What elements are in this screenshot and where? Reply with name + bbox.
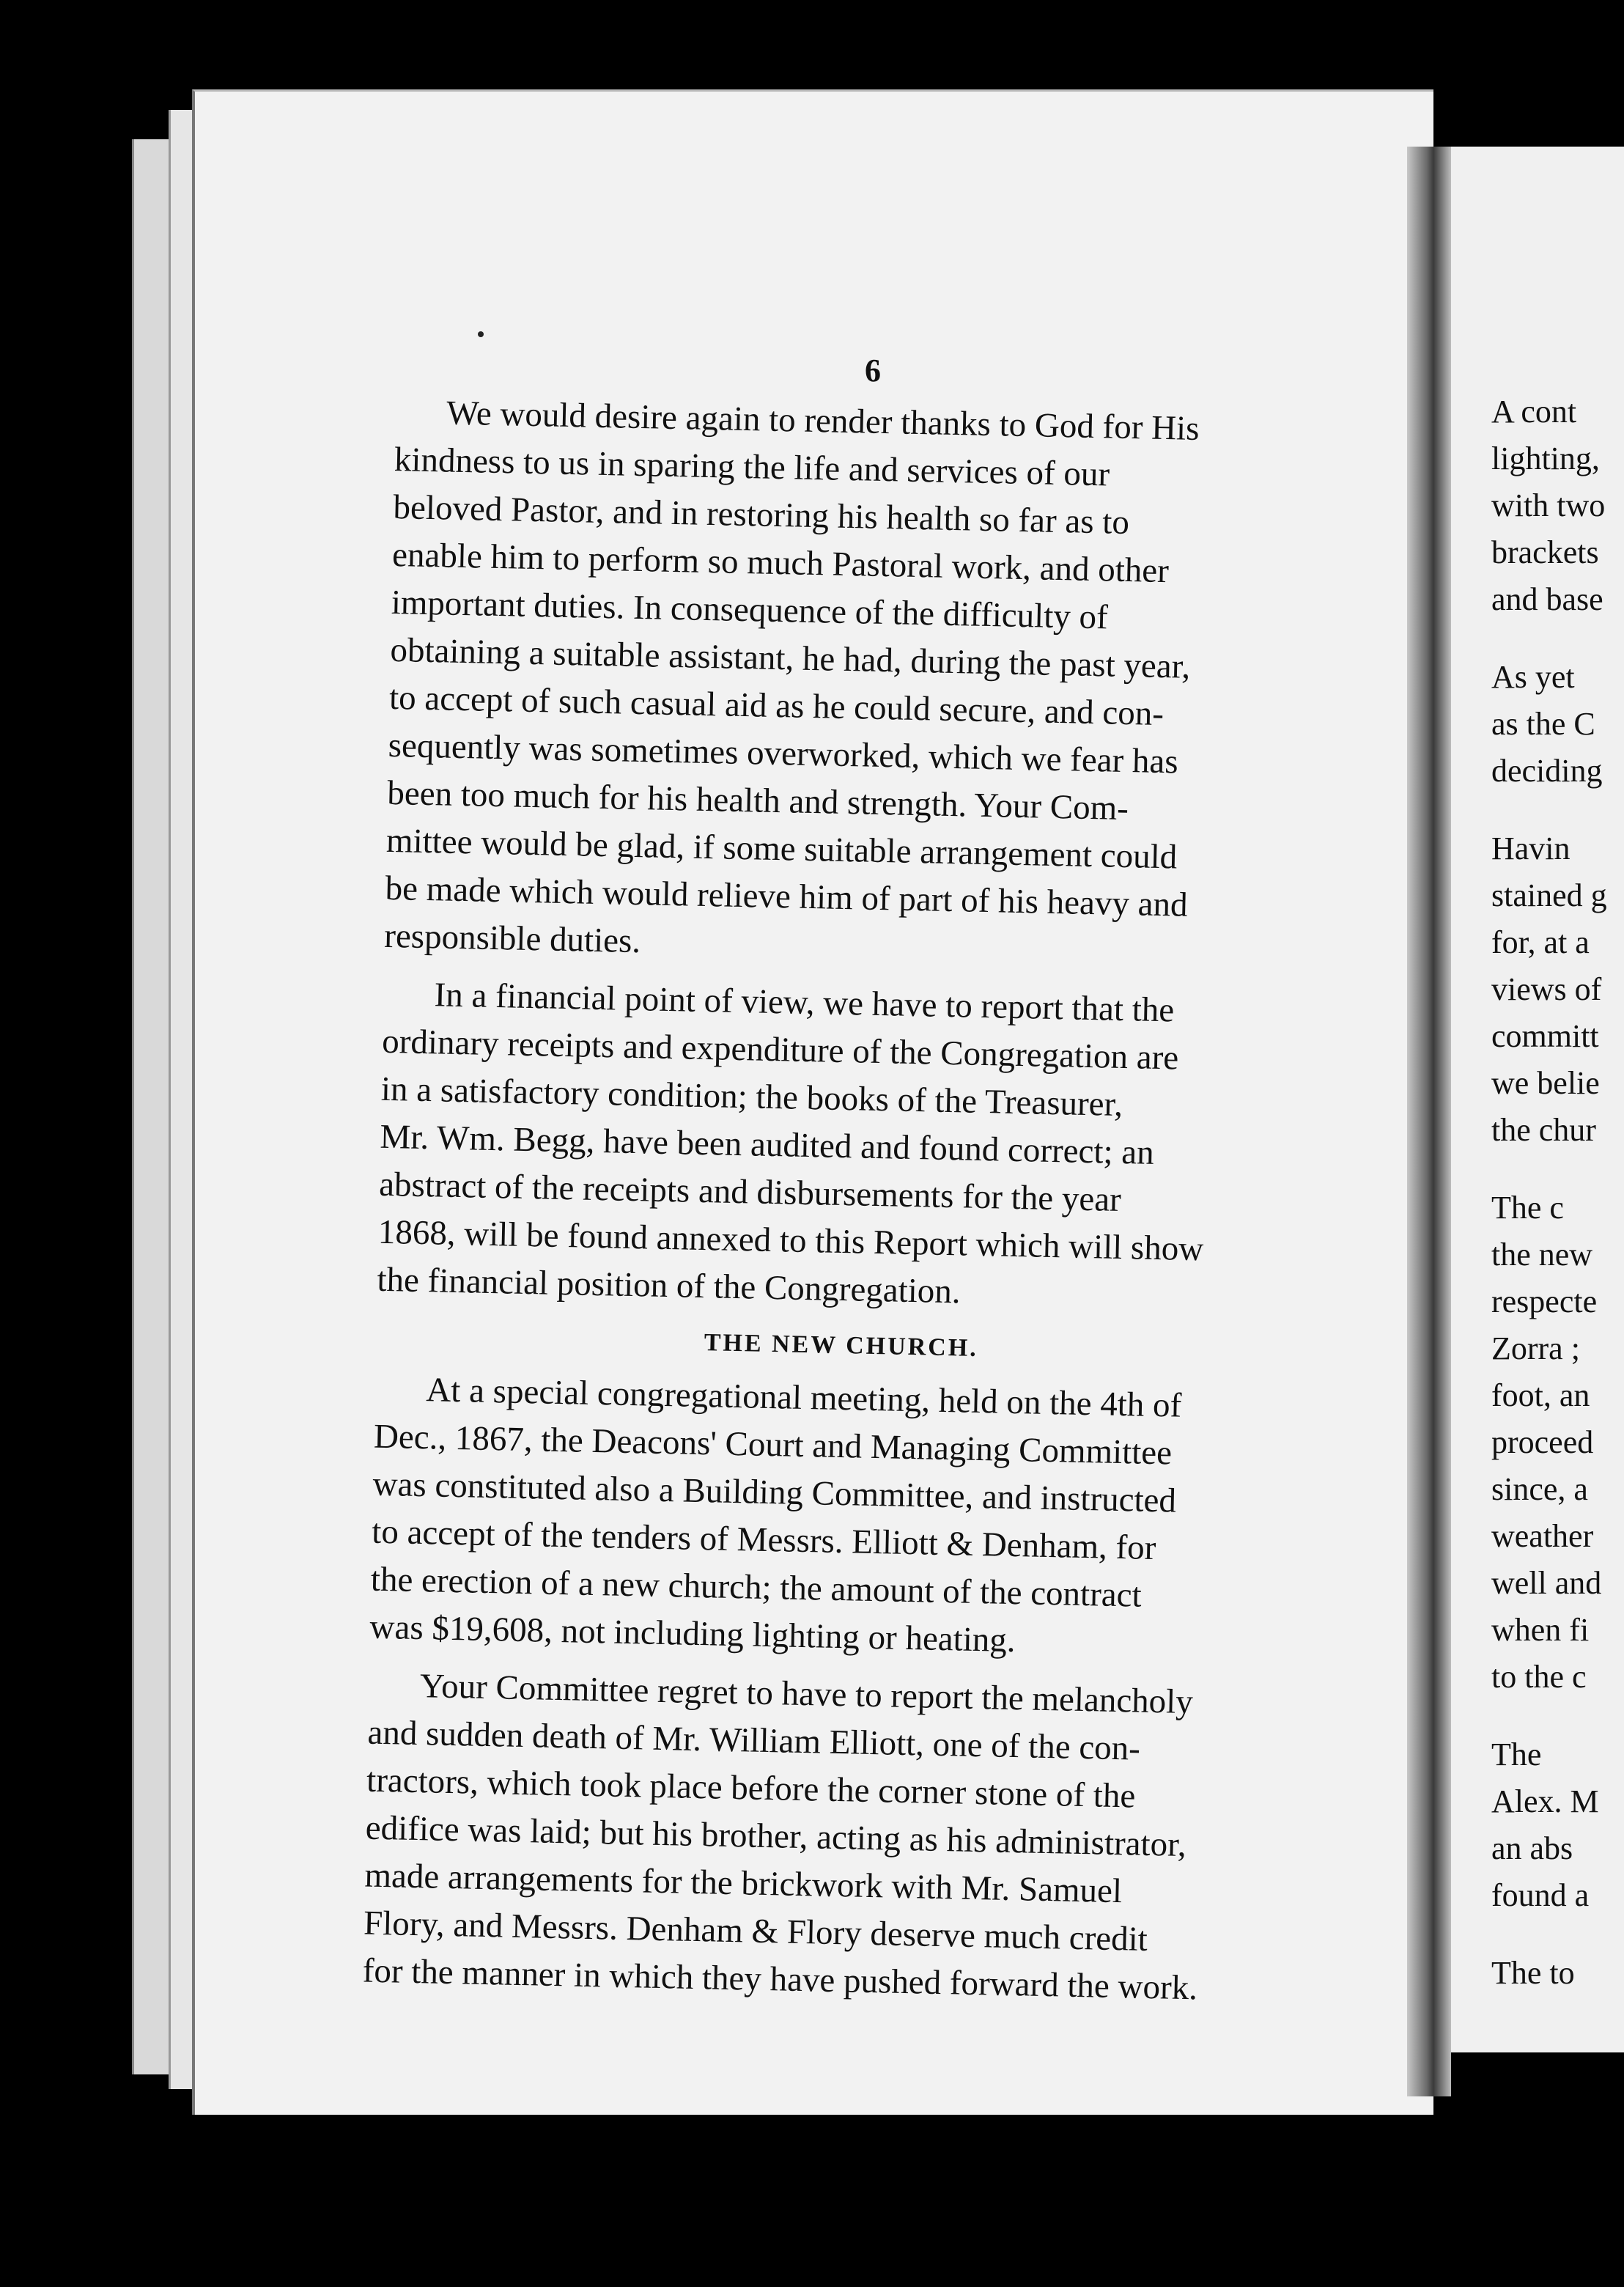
right-page-line: Havin xyxy=(1491,831,1571,866)
text-line: to accept of the tenders of Messrs. Elliott & Denham, for xyxy=(371,1512,1156,1568)
text-line: Dec., 1867, the Deacons' Court and Managing Committee xyxy=(373,1417,1173,1473)
text-line: We would desire again to render thanks to God for His xyxy=(446,394,1200,448)
text-line: in a satisfactory condition; the books of the Treasurer, xyxy=(380,1069,1123,1124)
ink-dot xyxy=(478,331,484,337)
right-page-line: committ xyxy=(1491,1018,1599,1054)
text-line: enable him to perform so much Pastoral work, and other xyxy=(391,535,1170,591)
text-line: mittee would be glad, if some suitable arrangement could xyxy=(385,821,1178,877)
text-line: sequently was sometimes overworked, which we fear has xyxy=(388,726,1179,781)
text-line: important duties. In consequence of the difficulty of xyxy=(391,583,1109,637)
text-line: ordinary receipts and expenditure of the Congregation are xyxy=(381,1022,1179,1078)
text-line: was constituted also a Building Committee, and instructed xyxy=(372,1465,1177,1520)
right-page-line: as the C xyxy=(1491,706,1595,742)
right-page-line: Alex. M xyxy=(1491,1783,1599,1819)
text-line: the erection of a new church; the amount of the contract xyxy=(370,1560,1143,1615)
right-page-gap xyxy=(1491,795,1607,825)
right-page-line: for, at a xyxy=(1491,924,1590,960)
right-page-line: and base xyxy=(1491,581,1603,617)
right-page-line: since, a xyxy=(1491,1471,1588,1507)
right-page-line: Zorra ; xyxy=(1491,1330,1580,1366)
text-line: responsible duties. xyxy=(383,916,641,961)
text-line: the financial position of the Congregation. xyxy=(376,1260,962,1311)
right-page-gap xyxy=(1491,1919,1607,1950)
right-page-line: foot, an xyxy=(1491,1377,1590,1413)
right-page-line: well and xyxy=(1491,1565,1602,1601)
right-page-line: lighting, xyxy=(1491,441,1600,476)
text-line: obtaining a suitable assistant, he had, during the past year, xyxy=(389,630,1191,686)
paragraph-4 xyxy=(362,1662,1299,2014)
right-page-line: stained g xyxy=(1491,877,1607,913)
text-line: edifice was laid; but his brother, acting as his administrator, xyxy=(365,1808,1187,1865)
right-page-line: The xyxy=(1491,1737,1542,1772)
paragraph-2 xyxy=(377,971,1314,1323)
right-page-gap xyxy=(1491,623,1607,654)
right-page-gap xyxy=(1491,1154,1607,1185)
right-page-line: proceed xyxy=(1491,1424,1594,1460)
text-line: beloved Pastor, and in restoring his health so far as to xyxy=(393,487,1130,542)
right-page-line: The to xyxy=(1491,1955,1575,1991)
page-number: 6 xyxy=(865,353,881,388)
book-gutter xyxy=(1407,147,1451,2096)
text-line: kindness to us in sparing the life and services of our xyxy=(394,440,1110,494)
text-line: made arrangements for the brickwork with Mr. Samuel xyxy=(363,1856,1123,1911)
text-line: Mr. Wm. Begg, have been audited and found correct; an xyxy=(380,1117,1155,1172)
paragraph-3 xyxy=(369,1366,1306,1671)
right-page-line: As yet xyxy=(1491,659,1575,695)
right-page-line: an abs xyxy=(1491,1830,1573,1866)
text-line: been too much for his health and strength. Your Com- xyxy=(386,773,1129,828)
text-line: Flory, and Messrs. Denham & Flory deserve much credit xyxy=(363,1904,1148,1959)
text-line: Your Committee regret to have to report the melancholy xyxy=(419,1667,1194,1722)
right-page-line: weather xyxy=(1491,1518,1594,1554)
paragraph-1 xyxy=(384,388,1326,979)
text-line: 1868, will be found annexed to this Report which will show xyxy=(377,1212,1204,1269)
right-page-line: the chur xyxy=(1491,1112,1596,1148)
right-page-line: with two xyxy=(1491,487,1606,523)
right-page-gap xyxy=(1491,1701,1607,1731)
text-line: tractors, which took place before the corner stone of the xyxy=(366,1761,1136,1816)
right-page-line: found a xyxy=(1491,1877,1590,1913)
text-line: for the manner in which they have pushed forward the work. xyxy=(362,1951,1198,2008)
right-page-line: the new xyxy=(1491,1237,1593,1273)
right-page-line: deciding xyxy=(1491,753,1603,789)
text-line: was $19,608, not including lighting or heating. xyxy=(369,1607,1016,1660)
right-page-line: we belie xyxy=(1491,1065,1600,1101)
right-page-text xyxy=(1491,388,1607,1997)
body-text xyxy=(362,388,1326,2025)
text-line: At a special congregational meeting, held on the 4th of xyxy=(425,1371,1182,1425)
text-line: In a financial point of view, we have to report that the xyxy=(434,976,1175,1030)
section-heading: THE NEW CHURCH. xyxy=(704,1329,979,1362)
right-page-line: when fi xyxy=(1491,1612,1590,1648)
right-page-line: views of xyxy=(1491,971,1602,1007)
right-page-line: to the c xyxy=(1491,1659,1587,1695)
text-line: be made which would relieve him of part of his heavy and xyxy=(385,869,1189,924)
text-line: abstract of the receipts and disbursements for the year xyxy=(378,1165,1122,1219)
right-page-line: The c xyxy=(1491,1190,1564,1226)
right-page-line: brackets xyxy=(1491,534,1599,570)
text-line: to accept of such casual aid as he could secure, and con- xyxy=(388,678,1165,734)
right-page-line: respecte xyxy=(1491,1284,1598,1319)
right-page-line: A cont xyxy=(1491,394,1577,430)
text-line: and sudden death of Mr. William Elliott, one of the con- xyxy=(367,1713,1141,1768)
